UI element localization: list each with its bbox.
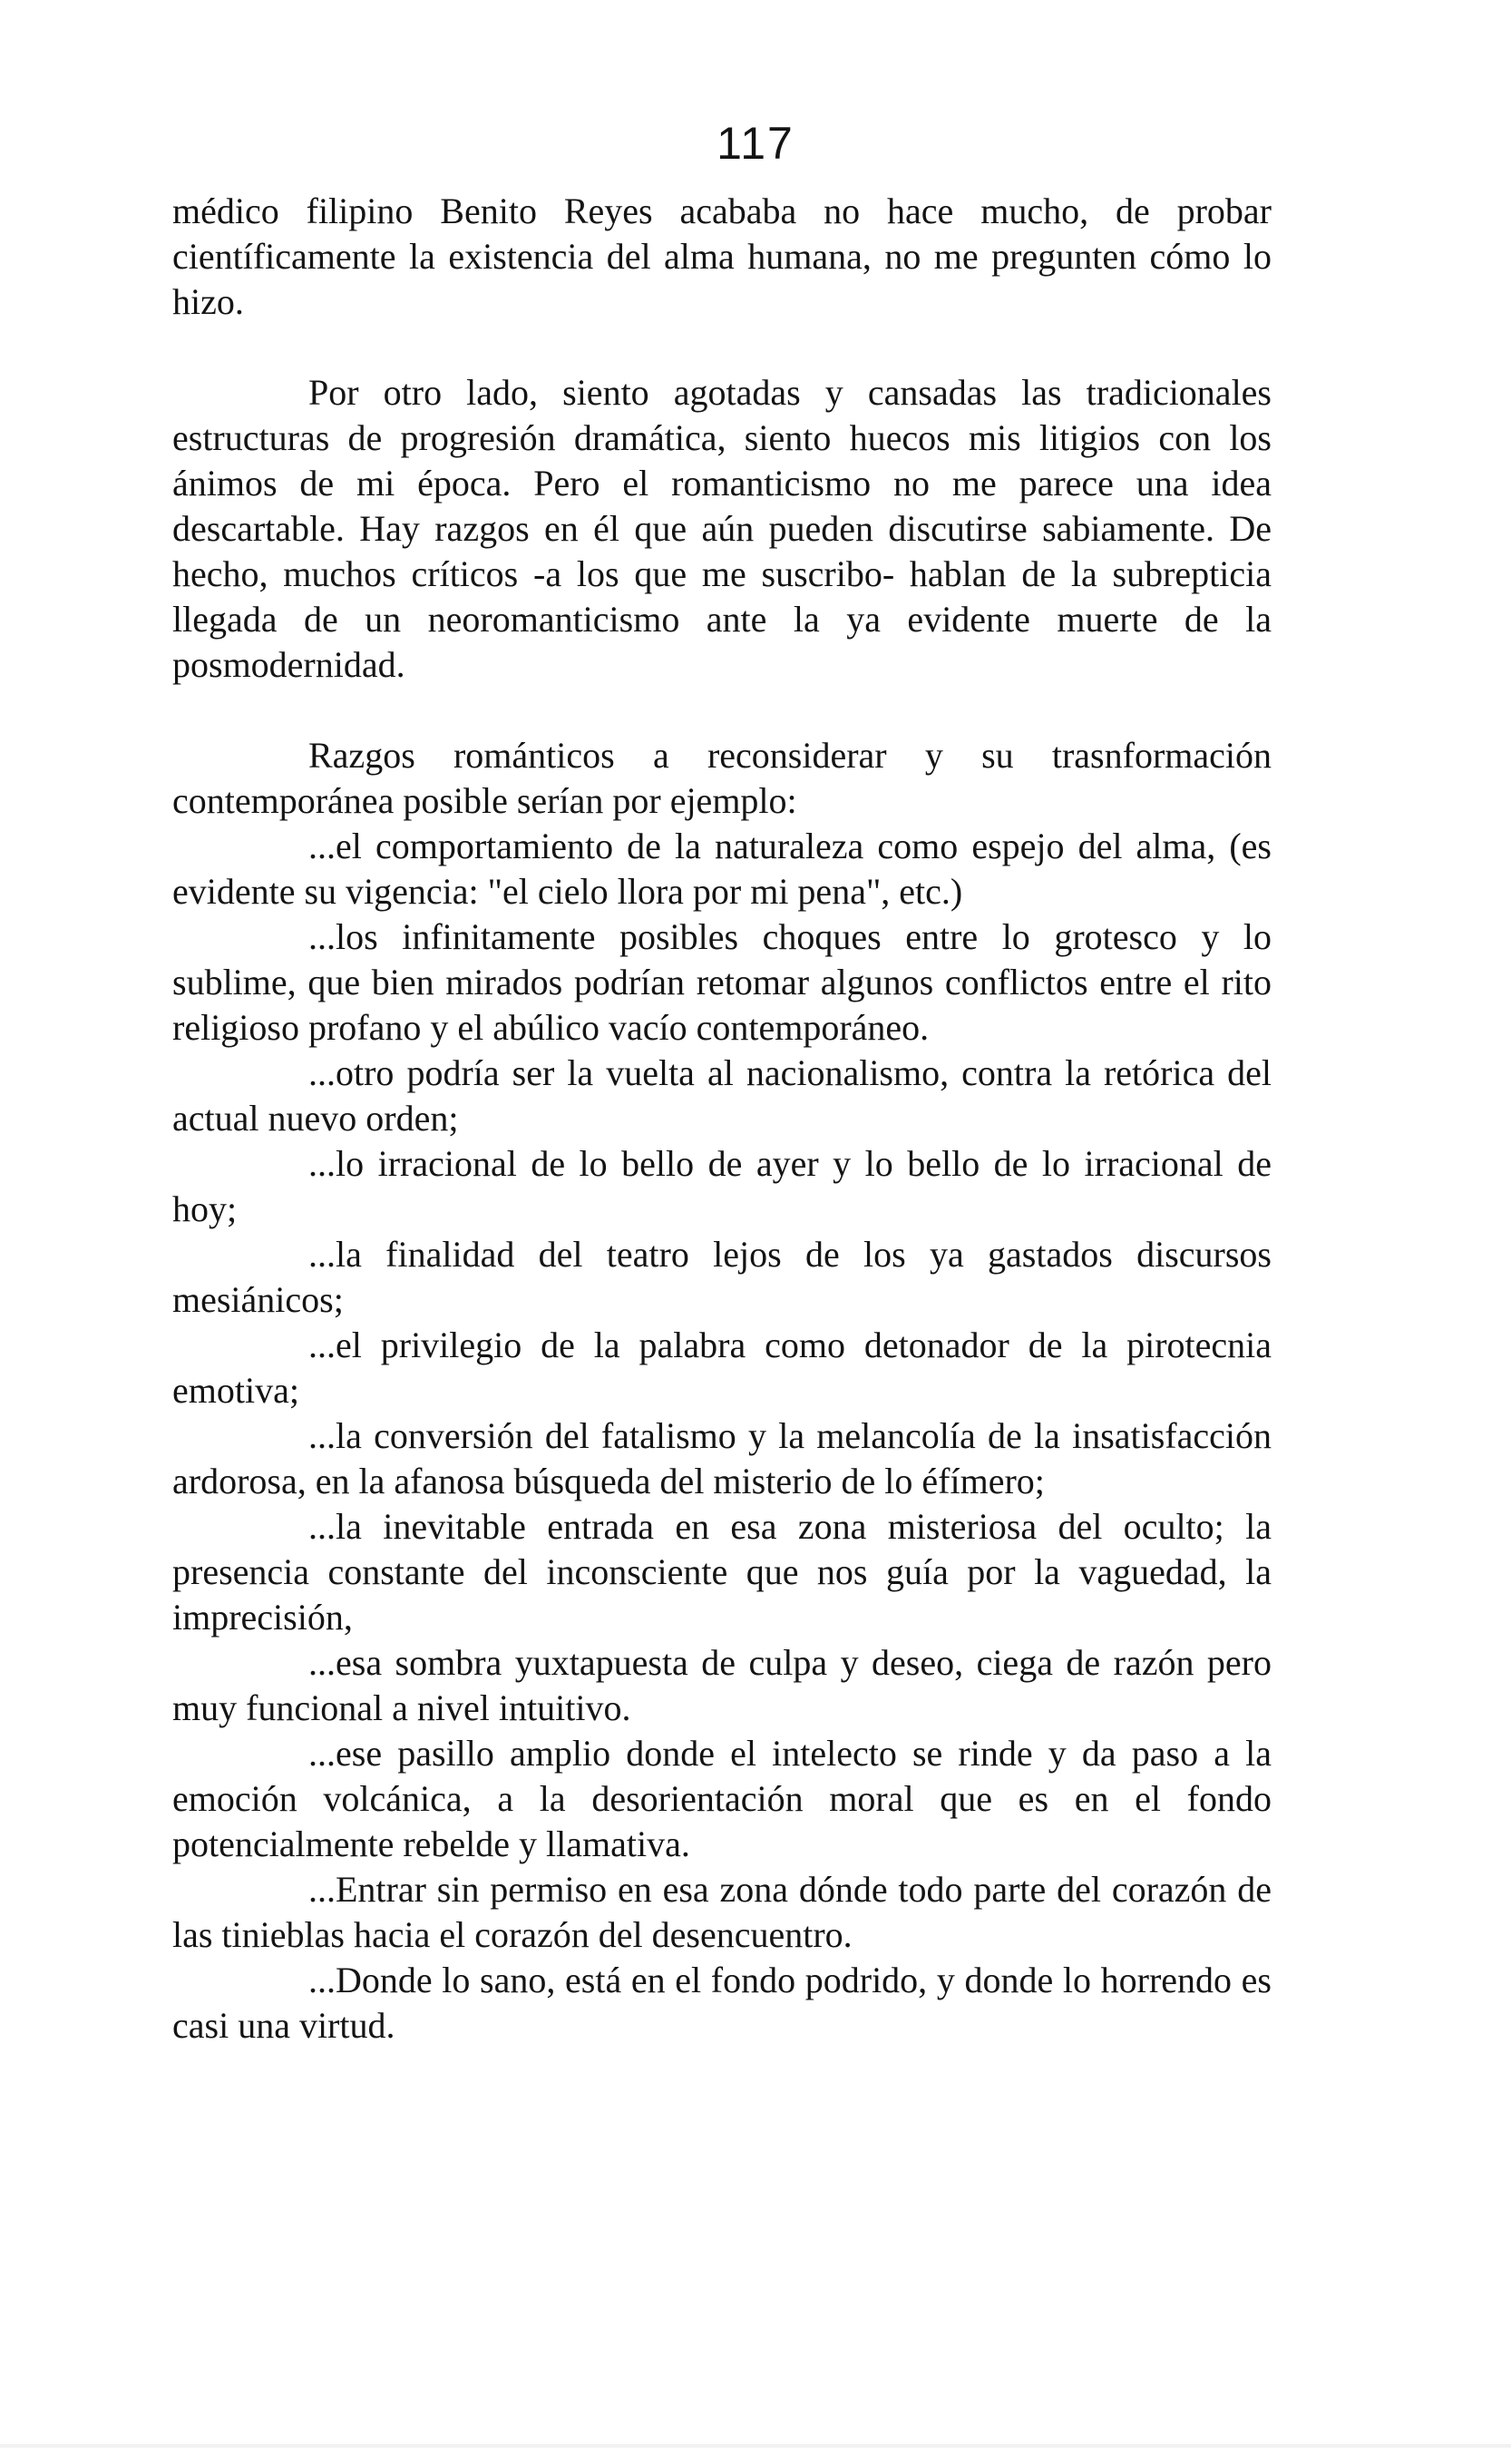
list-item-corridor: ...ese pasillo amplio donde el intelecto se rinde y da paso a la emoción volcánica, a la desorientación moral que es en el fondo potencialmente rebelde y llamativa. <box>172 1733 1272 1864</box>
list-item-healthy-rotten: ...Donde lo sano, está en el fondo podrido, y donde lo horrendo es casi una virtud. <box>172 1960 1272 2046</box>
list-item-mysterious-zone: ...la inevitable entrada en esa zona misteriosa del oculto; la presencia constante del inconsciente que nos guía por la vaguedad, la imprecisión, <box>172 1506 1272 1638</box>
list-item-theatre-purpose: ...la finalidad del teatro lejos de los ya gastados discursos mesiánicos; <box>172 1234 1272 1320</box>
list-item-nationalism: ...otro podría ser la vuelta al nacionalismo, contra la retórica del actual nuevo orden; <box>172 1052 1272 1139</box>
list-item-word-privilege: ...el privilegio de la palabra como detonador de la pirotecnia emotiva; <box>172 1325 1272 1411</box>
list-item-fatalism: ...la conversión del fatalismo y la melancolía de la insatisfacción ardorosa, en la afanosa búsqueda del misterio de lo éfímero; <box>172 1415 1272 1501</box>
page-number: 117 <box>717 118 794 169</box>
list-item-enter-zone: ...Entrar sin permiso en esa zona dónde todo parte del corazón de las tinieblas hacia el corazón del desencuentro. <box>172 1869 1272 1955</box>
paragraph-list-intro: Razgos románticos a reconsiderar y su trasnformación contemporánea posible serían por ejemplo: <box>172 735 1272 821</box>
body-text <box>172 189 1272 2048</box>
list-item-shadow: ...esa sombra yuxtapuesta de culpa y deseo, ciega de razón pero muy funcional a nivel intuitivo. <box>172 1642 1272 1728</box>
list-item-nature: ...el comportamiento de la naturaleza como espejo del alma, (es evidente su vigencia: "el cielo llora por mi pena", etc.) <box>172 826 1272 912</box>
paragraph-continuation: médico filipino Benito Reyes acababa no hace mucho, de probar científicamente la existencia del alma humana, no me pregunten cómo lo hizo. <box>172 191 1272 322</box>
scan-bottom-edge <box>0 2444 1511 2448</box>
list-item-grotesque-sublime: ...los infinitamente posibles choques entre lo grotesco y lo sublime, que bien mirados podrían retomar algunos conflictos entre el rito religioso profano y el abúlico vacío contemporáneo. <box>172 916 1272 1048</box>
paragraph-romanticism: Por otro lado, siento agotadas y cansadas las tradicionales estructuras de progresión dramática, siento huecos mis litigios con los ánimos de mi época. Pero el romanticismo no me parece una idea descartable. Hay razgos en él que aún pueden discutirse sabiamente. De hecho, muchos críticos -a los que me suscribo- hablan de la subrepticia llegada de un neoromanticismo ante la ya evidente muerte de la posmodernidad. <box>172 372 1272 685</box>
list-item-irrational-beauty: ...lo irracional de lo bello de ayer y lo bello de lo irracional de hoy; <box>172 1143 1272 1229</box>
